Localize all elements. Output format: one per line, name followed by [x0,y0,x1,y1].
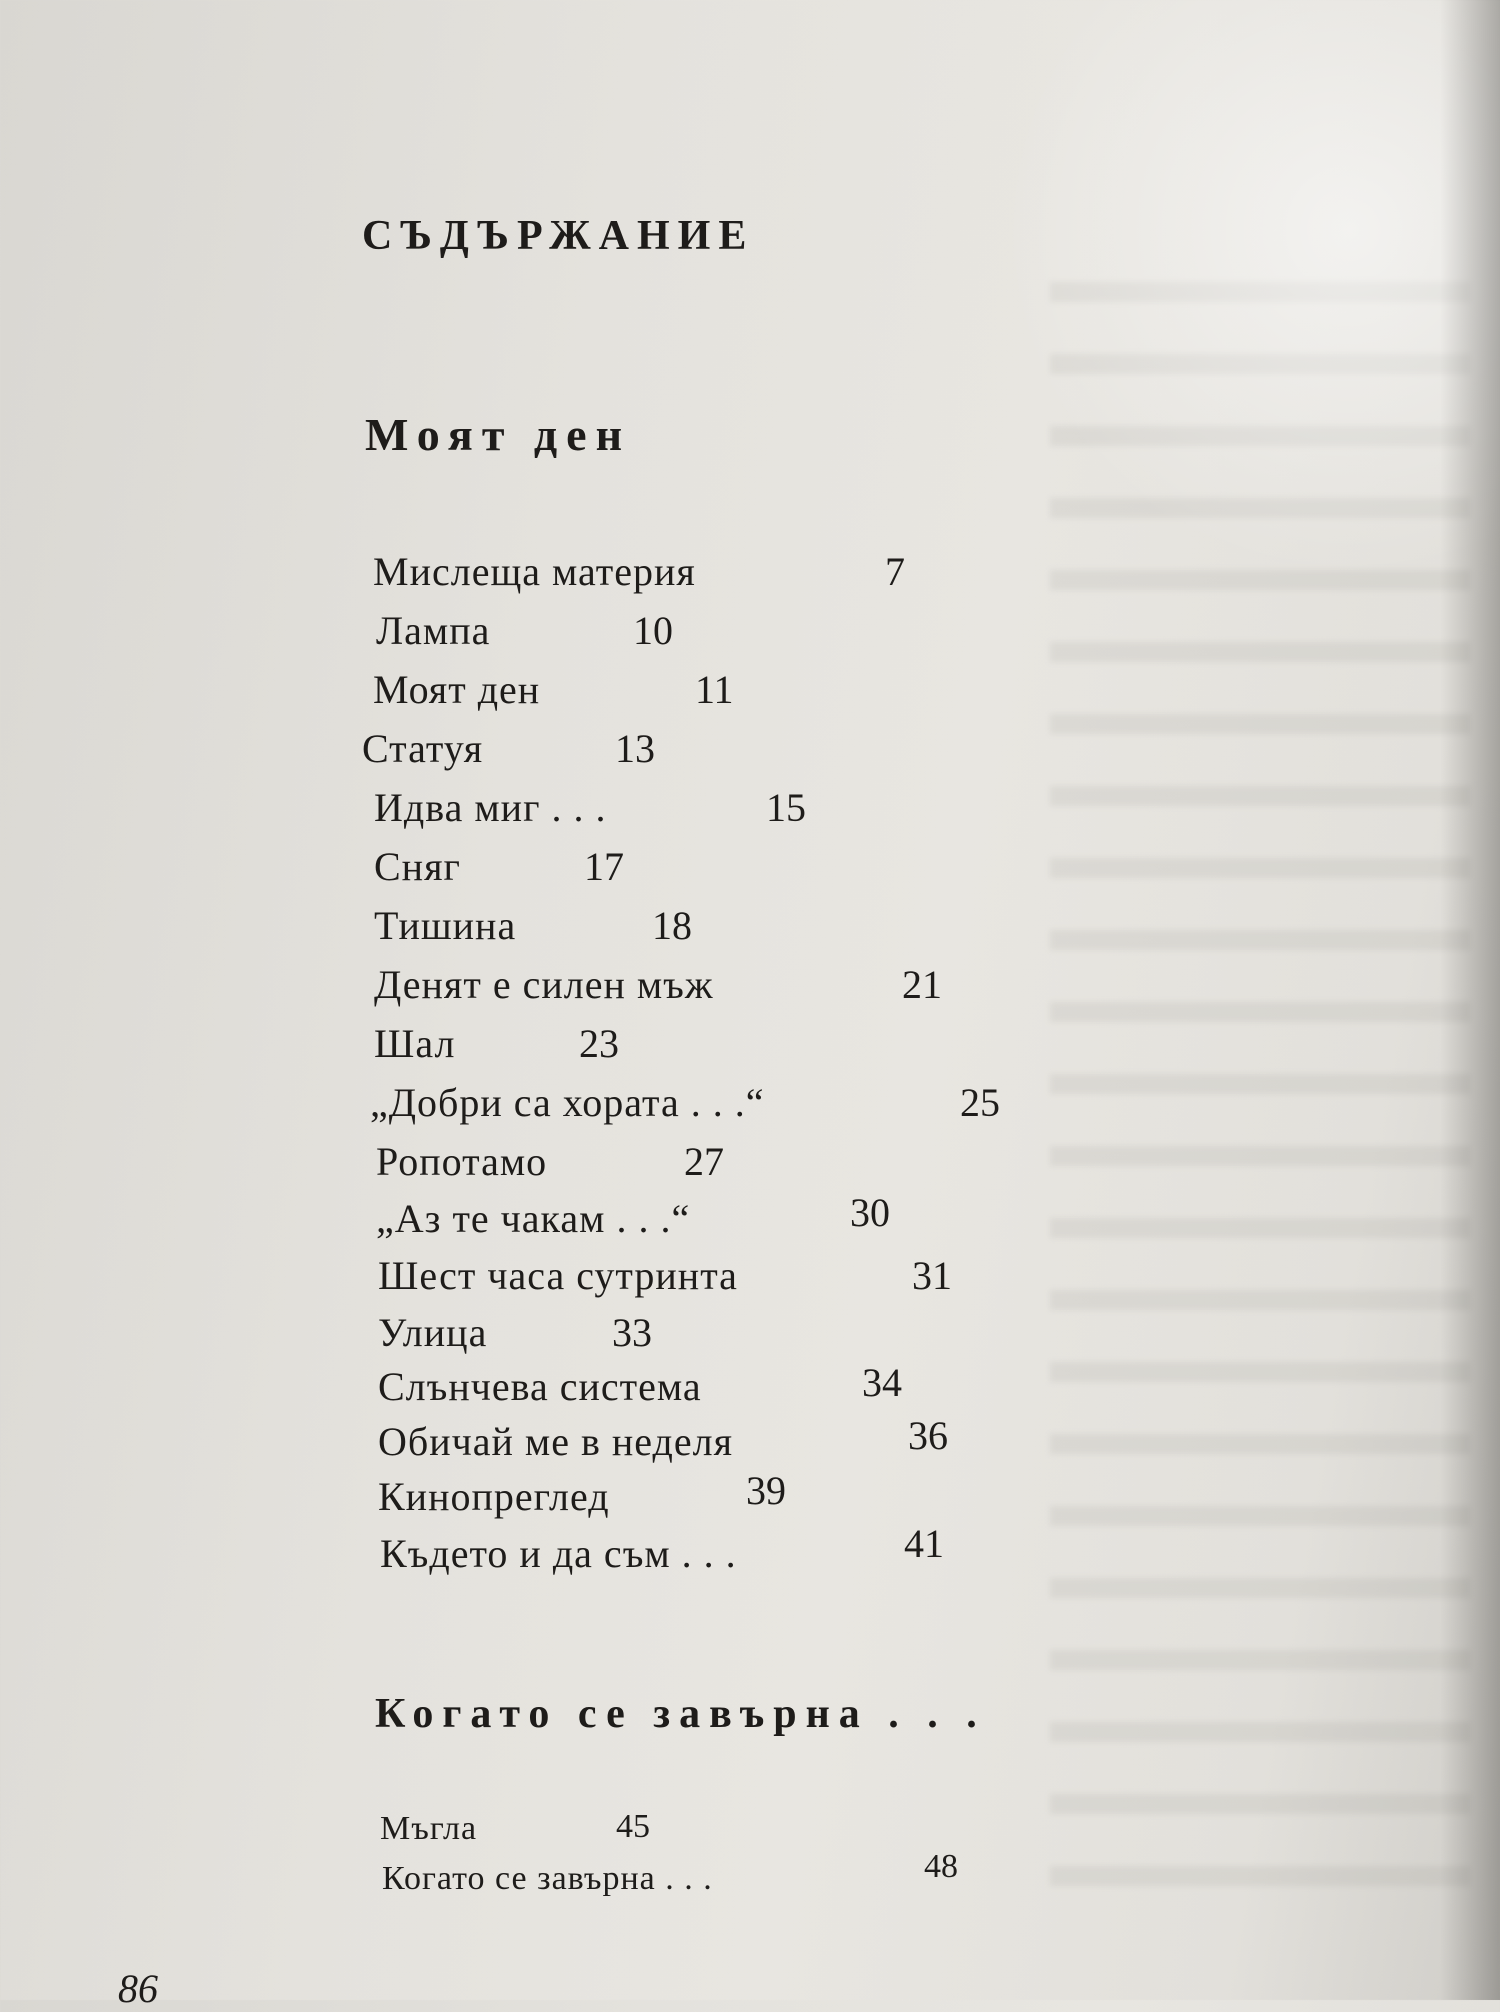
entry-title: Кинопреглед [378,1474,610,1519]
entry-title: Мъгла [380,1810,478,1847]
entry-page: 30 [850,1190,890,1235]
entry-page: 31 [912,1253,952,1298]
entry-page: 34 [862,1360,902,1405]
toc-entry [376,1190,890,1242]
entry-title: Шал [374,1021,456,1066]
entry-title: Улица [378,1310,488,1355]
entry-page: 11 [695,667,734,712]
page-number: 86 [118,1966,158,2011]
entry-page: 7 [885,549,905,594]
entry-page: 41 [904,1521,944,1566]
toc-entry [362,725,655,772]
entry-page: 23 [579,1021,619,1066]
entry-title: Тишина [374,903,517,948]
entry-title: Статуя [362,726,484,771]
toc-entry [374,961,942,1008]
entry-page: 33 [612,1310,652,1355]
toc-entry [374,902,692,949]
entry-page: 13 [615,726,655,771]
entry-page: 10 [633,608,673,653]
toc-entry [382,1848,958,1898]
toc-entry [376,1138,724,1185]
toc-entry [378,1252,952,1299]
section-title: Когато се завърна . . . [375,1691,986,1737]
entry-page: 48 [924,1848,958,1885]
toc-entry [378,1309,652,1356]
entry-title: Шест часа сутринта [378,1253,738,1298]
contents-title: СЪДЪРЖАНИЕ [362,213,755,259]
entry-title: Обичай ме в неделя [378,1419,733,1464]
entry-title: Ропотамо [376,1139,548,1184]
entry-page: 27 [684,1139,724,1184]
toc-entry [376,607,673,654]
toc-entry [380,1808,650,1848]
entry-title: Идва миг . . . [374,785,607,830]
entry-page: 15 [766,785,806,830]
section-title: Моят ден [365,409,632,460]
entry-title: Моят ден [373,667,541,712]
entry-page: 25 [960,1080,1000,1125]
entry-title: Където и да съм . . . [380,1531,737,1576]
entry-page: 18 [652,903,692,948]
toc-entry [380,1521,944,1577]
entry-title: Мислеща материя [373,549,696,594]
toc-entry [373,666,734,713]
entry-title: Слънчева система [378,1364,702,1409]
entry-page: 21 [902,962,942,1007]
toc-entry [373,548,905,595]
entry-page: 39 [746,1468,786,1513]
toc-entry [378,1360,902,1410]
book-gutter-shadow [1440,0,1500,2000]
toc-entry [374,843,624,890]
toc-entry [374,784,806,831]
entry-title: „Аз те чакам . . .“ [376,1196,691,1241]
toc-entry [374,1020,619,1067]
entry-page: 45 [616,1808,650,1845]
entry-title: Денят е силен мъж [374,962,714,1007]
toc-entry [378,1468,786,1520]
entry-title: Сняг [374,844,461,889]
entry-page: 17 [584,844,624,889]
toc-entry [378,1413,948,1465]
entry-title: „Добри са хората . . .“ [370,1080,765,1125]
entry-title: Когато се завърна . . . [382,1860,713,1897]
entry-title: Лампа [376,608,491,653]
toc-entry [370,1079,1000,1126]
entry-page: 36 [908,1413,948,1458]
